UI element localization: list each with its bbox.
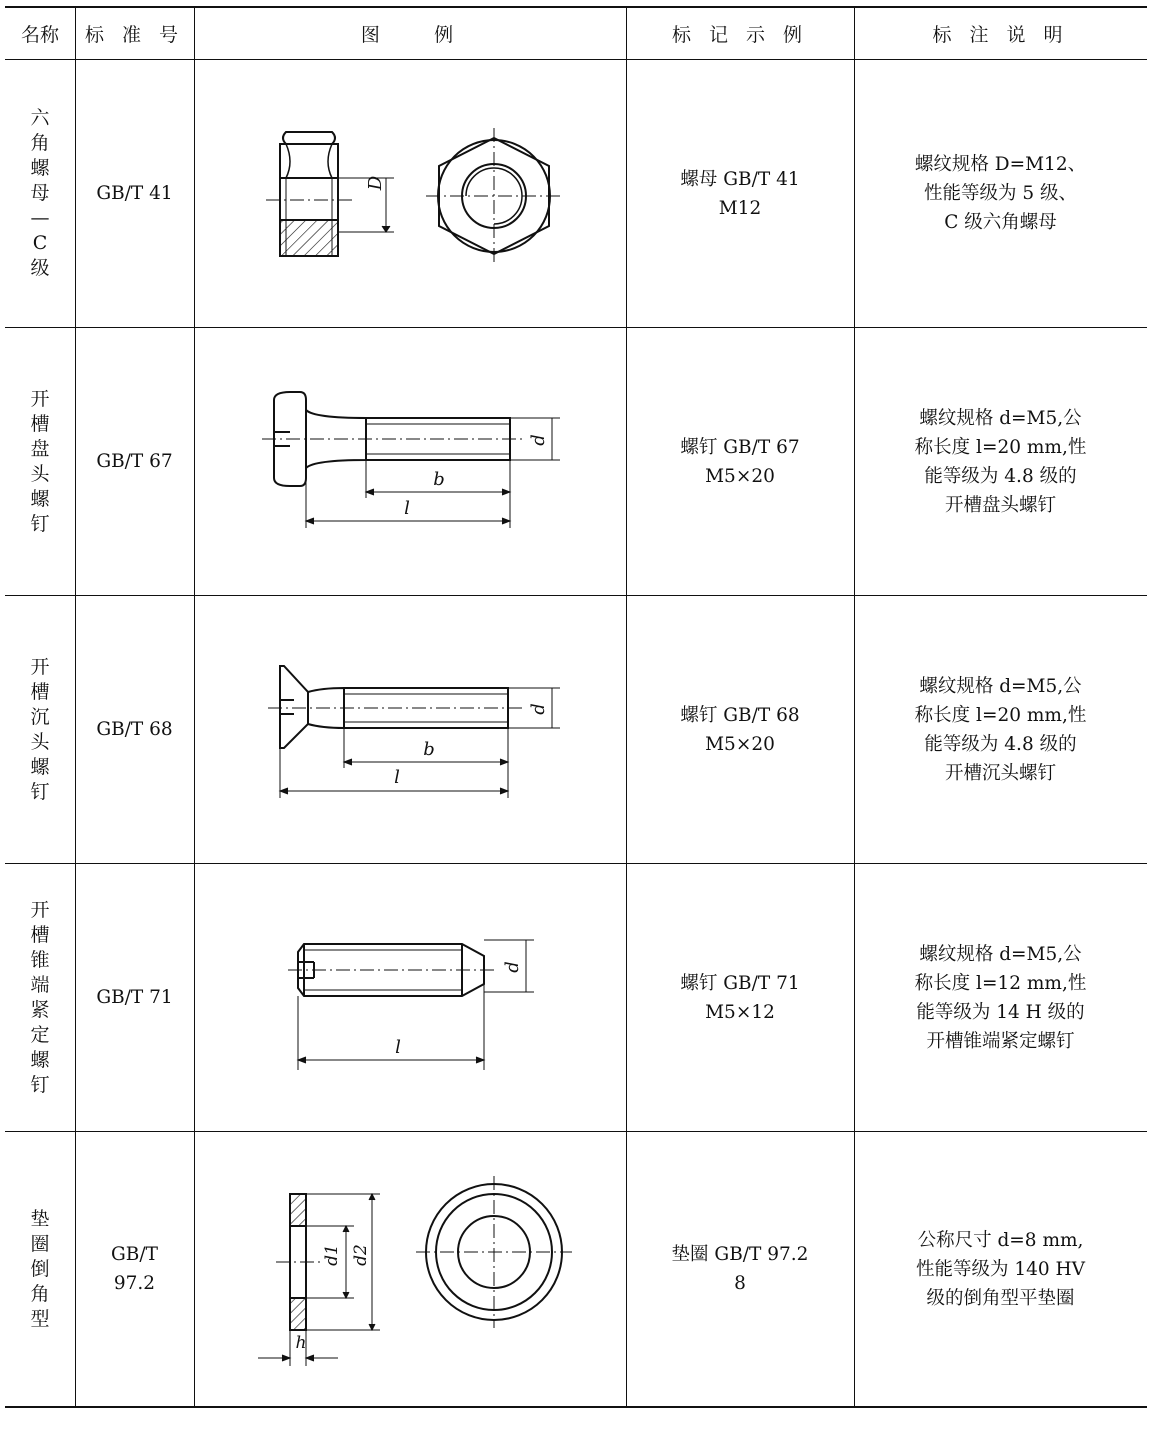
note-line: 性能等级为 140 HV <box>915 1258 1086 1280</box>
header-figure: 图 例 <box>360 24 460 46</box>
note-cell <box>854 596 1147 863</box>
dim-label-D: D <box>364 175 386 191</box>
row-name-cell <box>5 328 75 595</box>
mark-line: 垫圈 GB/T 97.2 <box>671 1244 809 1265</box>
standard-number: GB/T 71 <box>96 987 173 1008</box>
mark-line: M5×12 <box>705 1001 775 1023</box>
mark-line: M5×20 <box>705 465 775 487</box>
dim-label-l: l <box>394 766 400 788</box>
dim-label-l: l <box>404 497 410 519</box>
standard-number: GB/T 67 <box>96 451 173 472</box>
note-line: 称长度 l=12 mm,性 <box>914 972 1087 994</box>
note-line: 能等级为 14 H 级的 <box>916 1001 1085 1023</box>
mark-line: 螺钉 GB/T 67 <box>680 436 800 458</box>
note-line: 能等级为 4.8 级的 <box>924 465 1077 487</box>
note-line: 螺纹规格 d=M5,公 <box>919 407 1082 429</box>
dim-label-d: d <box>527 434 549 446</box>
note-line: C 级六角螺母 <box>944 212 1057 233</box>
hex-nut-figure <box>194 60 626 327</box>
mark-line: 螺母 GB/T 41 <box>680 168 800 190</box>
note-line: 称长度 l=20 mm,性 <box>914 704 1087 726</box>
header-name: 名称 <box>20 24 59 46</box>
countersunk-screw-figure <box>194 596 626 863</box>
note-cell <box>854 328 1147 595</box>
mark-line: 螺钉 GB/T 71 <box>680 972 800 994</box>
dim-label-l: l <box>395 1036 401 1058</box>
mark-line: 螺钉 GB/T 68 <box>680 704 800 726</box>
note-line: 能等级为 4.8 级的 <box>924 733 1077 755</box>
note-line: 性能等级为 5 级、 <box>923 183 1078 204</box>
note-line: 开槽沉头螺钉 <box>944 762 1056 784</box>
header-standard: 标 准 号 <box>84 24 185 46</box>
note-line: 开槽盘头螺钉 <box>944 494 1056 516</box>
mark-cell <box>626 60 854 327</box>
mark-line: 8 <box>734 1273 746 1294</box>
note-cell <box>854 60 1147 327</box>
mark-cell <box>626 596 854 863</box>
note-cell <box>854 1132 1147 1406</box>
mark-line: M5×20 <box>705 733 775 755</box>
mark-cell <box>626 864 854 1131</box>
dim-label-d2: d2 <box>351 1244 371 1266</box>
row-name-cell <box>5 1132 75 1406</box>
dim-label-d1: d1 <box>322 1244 342 1266</box>
note-line: 开槽锥端紧定螺钉 <box>926 1030 1075 1052</box>
part-name: 六角螺母—C级 <box>30 107 50 279</box>
note-cell <box>854 864 1147 1131</box>
nut-top-view <box>426 128 562 264</box>
part-name: 开槽盘头螺钉 <box>30 387 50 535</box>
part-name: 垫圈 倒角型 <box>30 1207 50 1330</box>
standard-number: GB/T 97.2 <box>111 1244 158 1294</box>
bottom-rule <box>5 1406 1147 1408</box>
row-name-cell <box>5 596 75 863</box>
header-note: 标 注 说 明 <box>932 24 1069 46</box>
dim-label-d: d <box>501 961 523 973</box>
standard-number: GB/T 41 <box>96 183 173 204</box>
set-screw-figure <box>194 864 626 1131</box>
dim-label-b: b <box>423 738 435 760</box>
mark-cell <box>626 1132 854 1406</box>
dim-label-d: d <box>527 703 549 715</box>
washer-figure <box>194 1132 626 1406</box>
part-name: 开槽沉头螺钉 <box>30 655 50 803</box>
row-name-cell <box>5 864 75 1131</box>
mark-line: M12 <box>718 197 762 219</box>
standard-number: GB/T 68 <box>96 719 173 740</box>
dim-label-h: h <box>295 1333 307 1353</box>
note-line: 螺纹规格 d=M5,公 <box>919 943 1082 965</box>
nut-side-view <box>266 132 394 256</box>
row-name-cell <box>5 60 75 327</box>
pan-head-screw-figure <box>194 328 626 595</box>
note-line: 称长度 l=20 mm,性 <box>914 436 1087 458</box>
mark-cell <box>626 328 854 595</box>
header-mark: 标 记 示 例 <box>671 24 809 46</box>
part-name: 开槽锥端紧定螺钉 <box>30 898 50 1096</box>
note-line: 公称尺寸 d=8 mm, <box>917 1229 1084 1251</box>
dim-label-b: b <box>433 468 445 490</box>
note-line: 级的倒角型平垫圈 <box>926 1287 1075 1309</box>
note-line: 螺纹规格 D=M12、 <box>914 154 1087 175</box>
note-line: 螺纹规格 d=M5,公 <box>919 675 1082 697</box>
